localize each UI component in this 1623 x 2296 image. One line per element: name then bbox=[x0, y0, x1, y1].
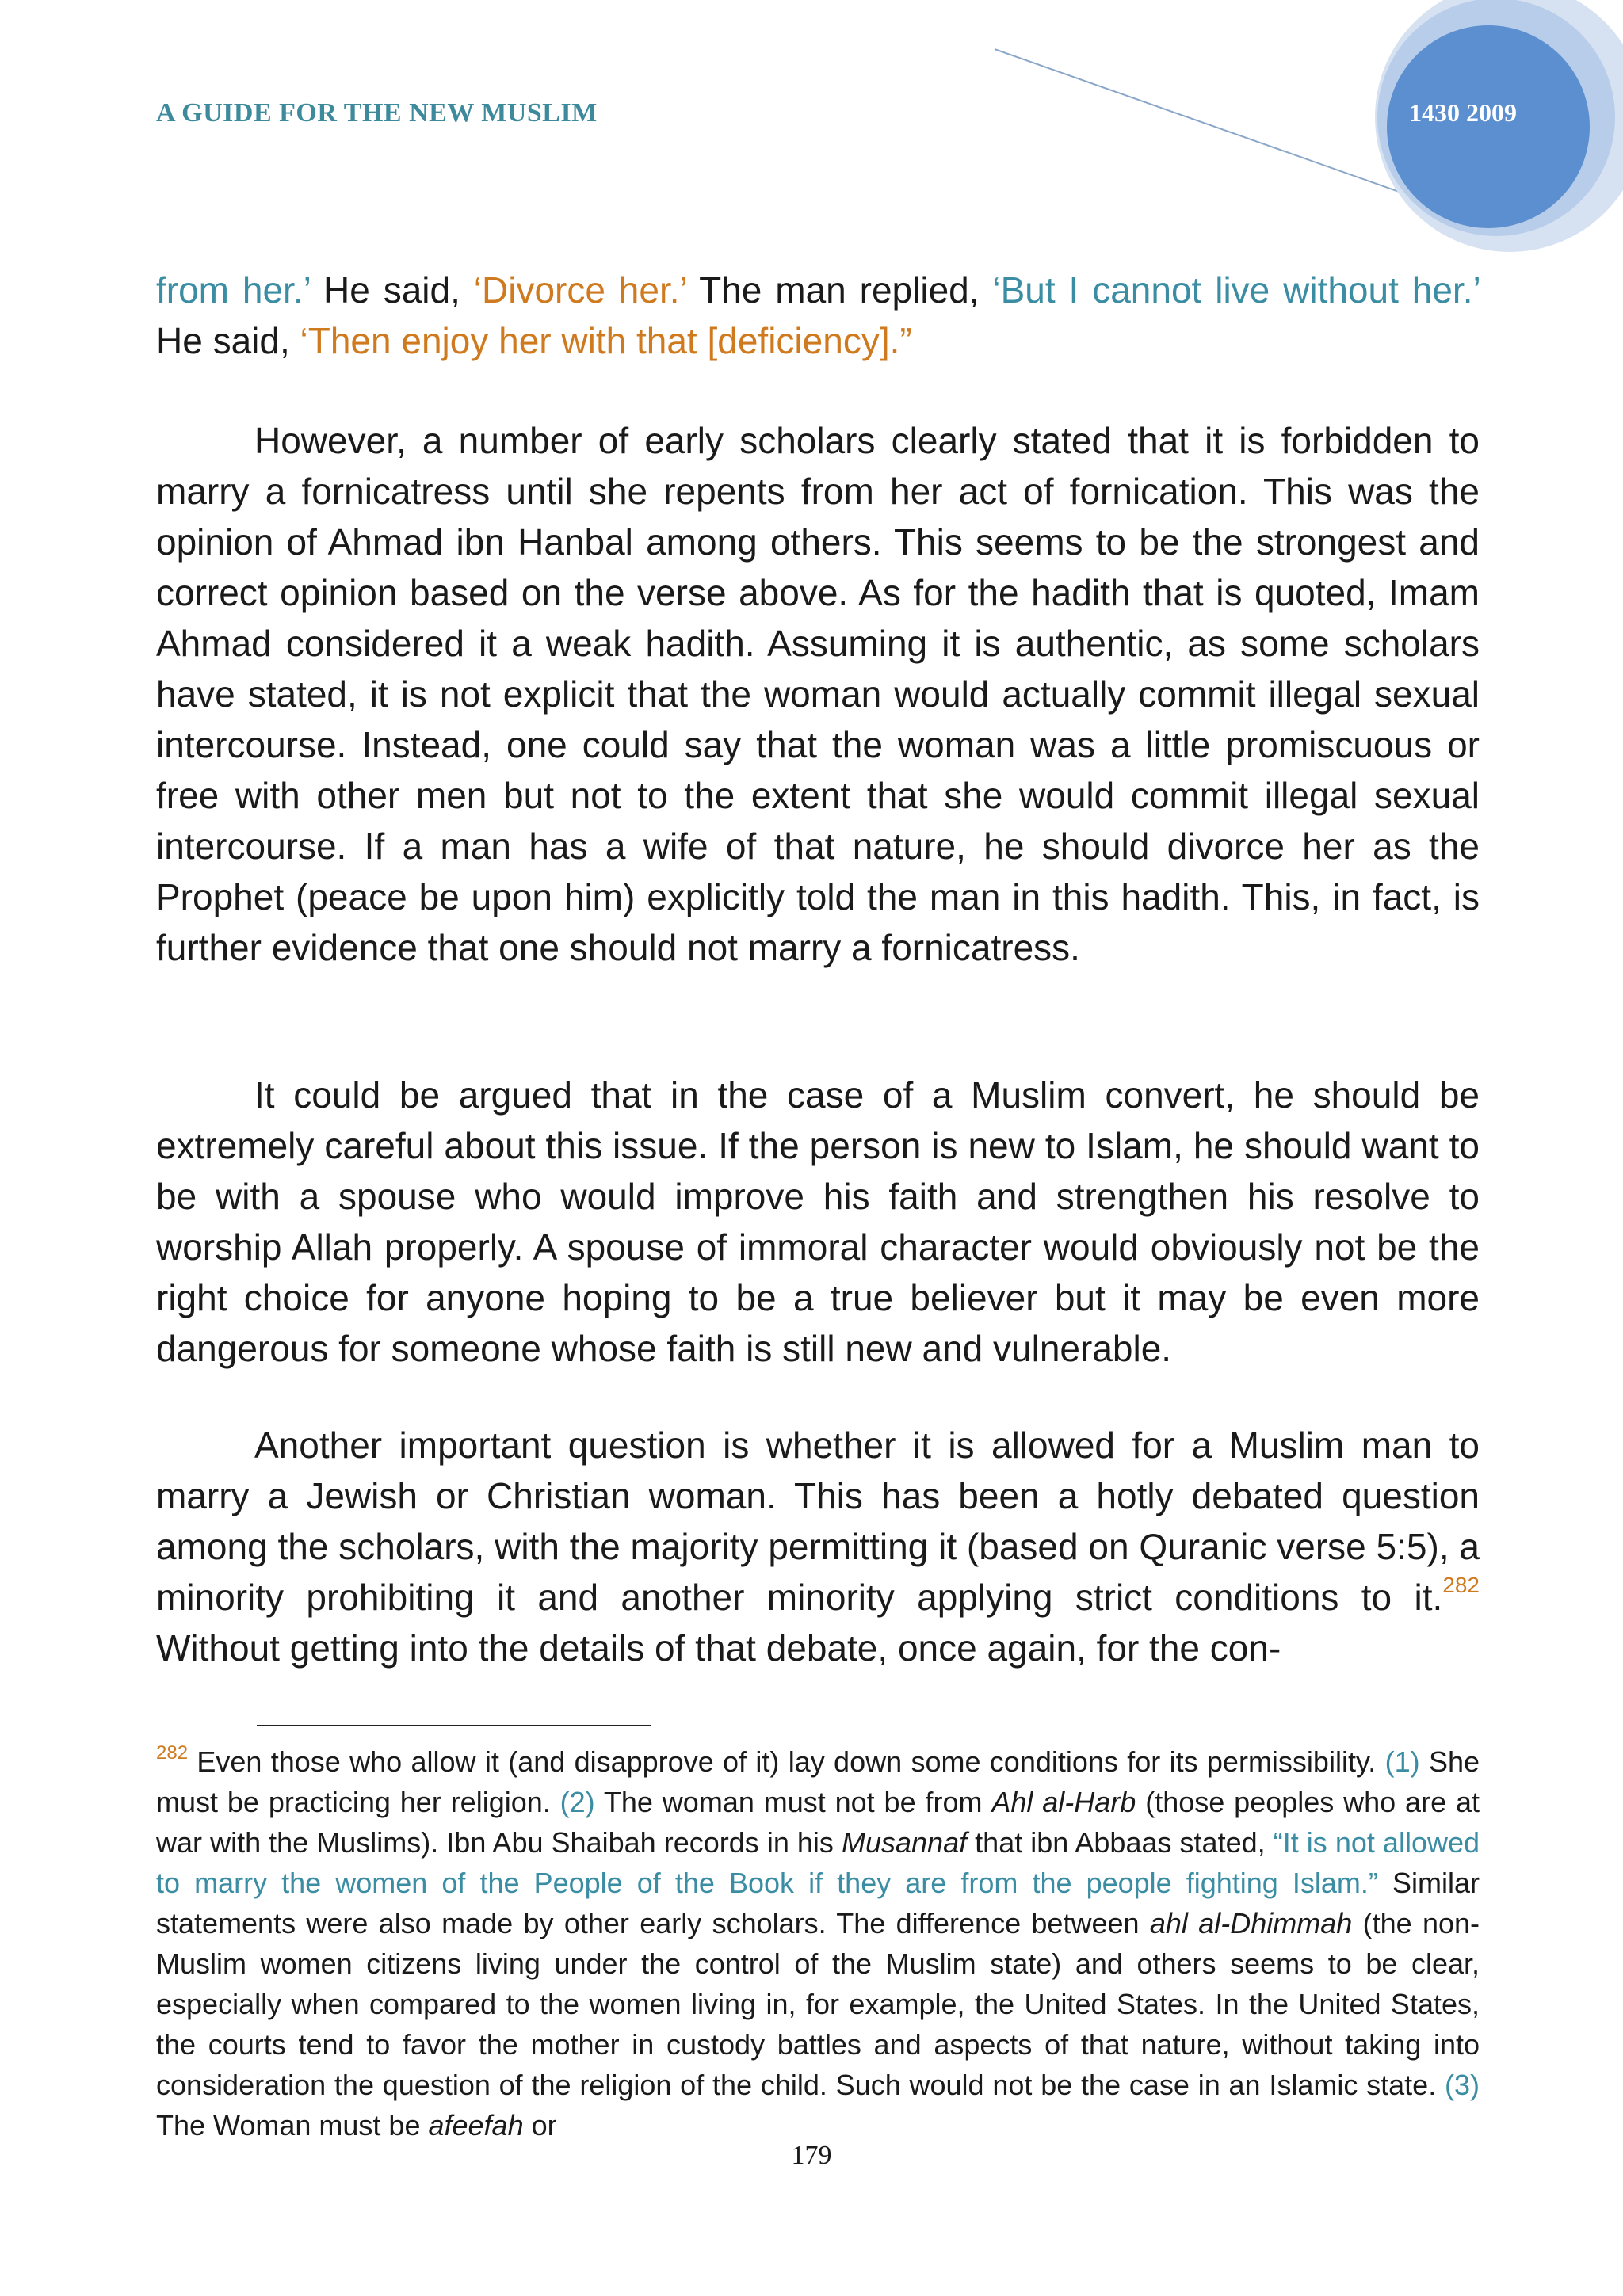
paragraph-text: However, a number of early scholars clearly stated that it is forbidden to marry a fornicatress until she repents from her act of fornication. This was the opinion of Ahmad ibn Hanbal among others. This seems to be the strongest and correct opinion based on the verse above. As for the hadith that is quoted, Imam Ahmad considered it a weak hadith. Assuming it is authentic, as some scholars have stated, it is not explicit that the woman would actually commit illegal sexual intercourse. Instead, one could say that the woman was a little promiscuous or free with other men but not to the extent that she would commit illegal sexual intercourse. If a man has a wife of that nature, he should divorce her as the Prophet (peace be upon him) explicitly told the man in this hadith. This, in fact, is further evidence that one should not marry a fornicatress. bbox=[156, 420, 1480, 968]
quote-fragment: from her.’ bbox=[156, 269, 311, 311]
header-title: A GUIDE FOR THE NEW MUSLIM bbox=[156, 98, 598, 128]
condition-number: (1) bbox=[1384, 1745, 1420, 1778]
footnote-text: or bbox=[523, 2109, 557, 2142]
footnote-reference[interactable]: 282 bbox=[1442, 1573, 1480, 1597]
paragraph-text: It could be argued that in the case of a Muslim convert, he should be extremely careful about this issue. If the person is new to Islam, he should want to be with a spouse who would improve his faith and strengthen his resolve to worship Allah properly. A spouse of immoral character would obviously not be the right choice for anyone hoping to be a true believer but it may be even more dangerous for someone whose faith is still new and vulnerable. bbox=[156, 1074, 1480, 1369]
text-fragment: He said, bbox=[156, 320, 300, 361]
footnote-text: Even those who allow it (and disapprove of it) lay down some conditions for its permissibility. bbox=[188, 1745, 1385, 1778]
footnote-text: She must be practicing her religion. bbox=[156, 1745, 1480, 1818]
body-paragraph-3 bbox=[156, 1070, 1480, 1374]
header-year: 1430 2009 bbox=[1409, 98, 1517, 127]
condition-number: (2) bbox=[559, 1786, 595, 1818]
footnote-number: 282 bbox=[156, 1742, 189, 1764]
footnote-separator bbox=[257, 1725, 651, 1726]
paragraph-text: Another important question is whether it is allowed for a Muslim man to marry a Jewish or Christian woman. This has been a hotly debated question among the scholars, with the majority permitting it (based on Quranic verse 5:5), a minority prohibiting it and another minority applying strict conditions to it. bbox=[156, 1425, 1480, 1618]
footnote-text: Similar statements were also made by other early scholars. The difference between bbox=[156, 1867, 1480, 1939]
condition-number: (3) bbox=[1445, 2069, 1480, 2101]
footnote-text: (the non-Muslim women citizens living under the control of the Muslim state) and others seems to be clear, especially when compared to the women living in, for example, the United States. In the United States, the courts tend to favor the mother in custody battles and aspects of that nature, without taking into consideration the question of the religion of the child. Such would not be the case in an Islamic state. bbox=[156, 1907, 1480, 2101]
footnote-text: The Woman must be bbox=[156, 2109, 429, 2142]
paragraph-text: Without getting into the details of that debate, once again, for the con- bbox=[156, 1627, 1281, 1669]
quote-fragment: ‘But I cannot live without her.’ bbox=[992, 269, 1480, 311]
footnote bbox=[156, 1741, 1480, 2145]
quote-fragment: ‘Divorce her.’ bbox=[473, 269, 687, 311]
footnote-quote: “It is not allowed to marry the women of the People of the Book if they are from the people fighting Islam.” bbox=[156, 1826, 1480, 1899]
body-paragraph-2 bbox=[156, 415, 1480, 973]
italic-term: ahl al-Dhimmah bbox=[1149, 1907, 1353, 1939]
italic-term: Musannaf bbox=[842, 1826, 968, 1859]
page-number: 179 bbox=[791, 2141, 832, 2170]
body-paragraph-1 bbox=[156, 265, 1480, 366]
footnote-text: (those peoples who are at war with the Muslims). Ibn Abu Shaibah records in his bbox=[156, 1786, 1480, 1859]
footnote-text: that ibn Abbaas stated, bbox=[967, 1826, 1274, 1859]
header-decoration bbox=[0, 0, 1623, 269]
body-paragraph-4 bbox=[156, 1420, 1480, 1673]
text-fragment: The man replied, bbox=[686, 269, 993, 311]
footnote-text: The woman must not be from bbox=[594, 1786, 992, 1818]
italic-term: afeefah bbox=[428, 2109, 524, 2142]
quote-fragment: ‘Then enjoy her with that [deficiency].” bbox=[300, 320, 912, 361]
italic-term: Ahl al-Harb bbox=[991, 1786, 1136, 1818]
text-fragment: He said, bbox=[310, 269, 474, 311]
